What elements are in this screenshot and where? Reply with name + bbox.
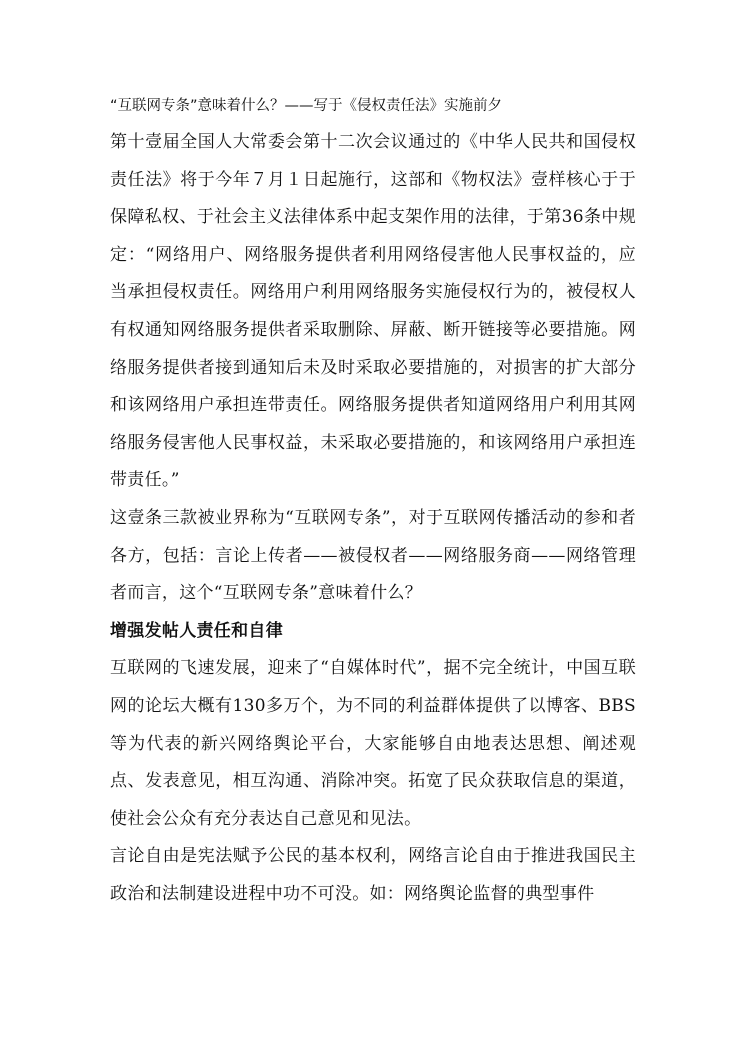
paragraph-internet-clause: 这壹条三款被业界称为“互联网专条”，对于互联网传播活动的参和者各方，包括：言论上传者——被侵权者——网络服务商——网络管理者而言，这个“互联网专条”意味着什么？ <box>110 507 636 604</box>
paragraph-article-36: 第十壹届全国人大常委会第十二次会议通过的《中华人民共和国侵权责任法》将于今年７月１日起施行，这部和《物权法》壹样核心于于保障私权、于社会主义法律体系中起支架作用的法律，于第36条中规定：“网络用户、网络服务提供者利用网络侵害他人民事权益的，应当承担侵权责任。网络用户利用网络服务实施侵权行为的，被侵权人有权通知网络服务提供者采取删除、屏蔽、断开链接等必要措施。网络服务提供者接到通知后未及时采取必要措施的，对损害的扩大部分和该网络用户承担连带责任。网络服务提供者知道网络用户利用其网络服务侵害他人民事权益，未采取必要措施的，和该网络用户承担连带责任。” <box>110 132 636 491</box>
section-heading: 增强发帖人责任和自律 <box>110 620 283 641</box>
paragraph-free-speech: 言论自由是宪法赋予公民的基本权利，网络言论自由于推进我国民主政治和法制建设进程中功不可没。如：网络舆论监督的典型事件 <box>110 846 636 904</box>
paragraph-self-media: 互联网的飞速发展，迎来了“自媒体时代”，据不完全统计，中国互联网的论坛大概有130多万个，为不同的利益群体提供了以博客、BBS等为代表的新兴网络舆论平台，大家能够自由地表达思想、阐述观点、发表意见，相互沟通、消除冲突。拓宽了民众获取信息的渠道，使社会公众有充分表达自己意见和见法。 <box>110 658 636 829</box>
document-title: “互联网专条”意味着什么？——写于《侵权责任法》实施前夕 <box>110 98 503 114</box>
document-body <box>110 124 636 913</box>
